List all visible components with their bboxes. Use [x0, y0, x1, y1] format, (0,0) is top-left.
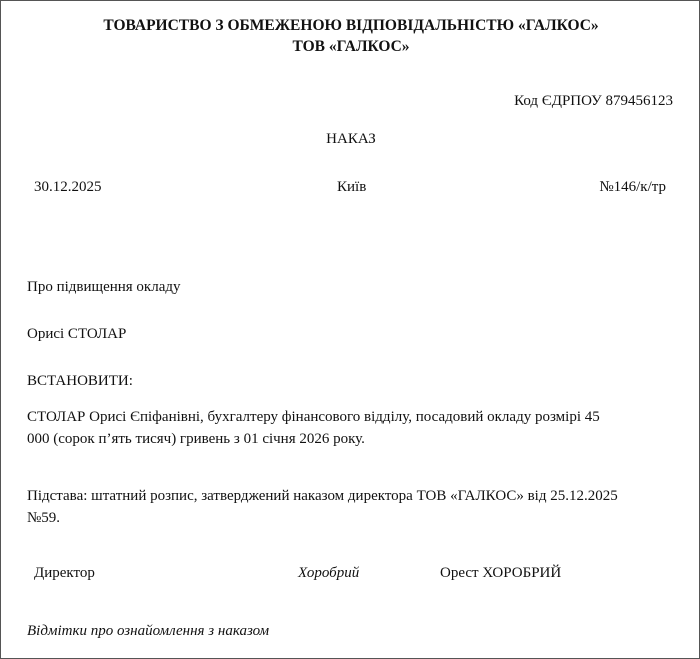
order-title: НАКАЗ	[326, 131, 376, 147]
signature-name: Орест ХОРОБРИЙ	[440, 565, 562, 581]
order-subject: Про підвищення окладу	[27, 279, 181, 295]
signature-position: Директор	[34, 565, 95, 581]
employee-name: Орисі СТОЛАР	[27, 326, 127, 342]
org-name-full: ТОВАРИСТВО З ОБМЕЖЕНОЮ ВІДПОВІДАЛЬНІСТЮ «ГАЛКОС»	[103, 17, 599, 34]
org-name-short: ТОВ «ГАЛКОС»	[292, 38, 410, 55]
edrpou-code: Код ЄДРПОУ 879456123	[514, 93, 673, 109]
basis-line-1: Підстава: штатний розпис, затверджений наказом директора ТОВ «ГАЛКОС» від 25.12.2025	[27, 488, 618, 504]
order-city: Київ	[337, 179, 367, 195]
content-line-2: 000 (сорок п’ять тисяч) гривень з 01 січня 2026 року.	[27, 431, 365, 447]
basis-line-2: №59.	[27, 510, 61, 526]
content-line-1: СТОЛАР Орисі Єпіфанівні, бухгалтеру фінансового відділу, посадовий окладу розмірі 45	[27, 409, 600, 425]
signature-handwritten: Хоробрий	[298, 565, 360, 581]
order-date: 30.12.2025	[34, 179, 102, 195]
order-number: №146/к/тр	[599, 179, 666, 195]
acknowledgement-note: Відмітки про ознайомлення з наказом	[27, 623, 270, 639]
directive-heading: ВСТАНОВИТИ:	[27, 373, 133, 389]
